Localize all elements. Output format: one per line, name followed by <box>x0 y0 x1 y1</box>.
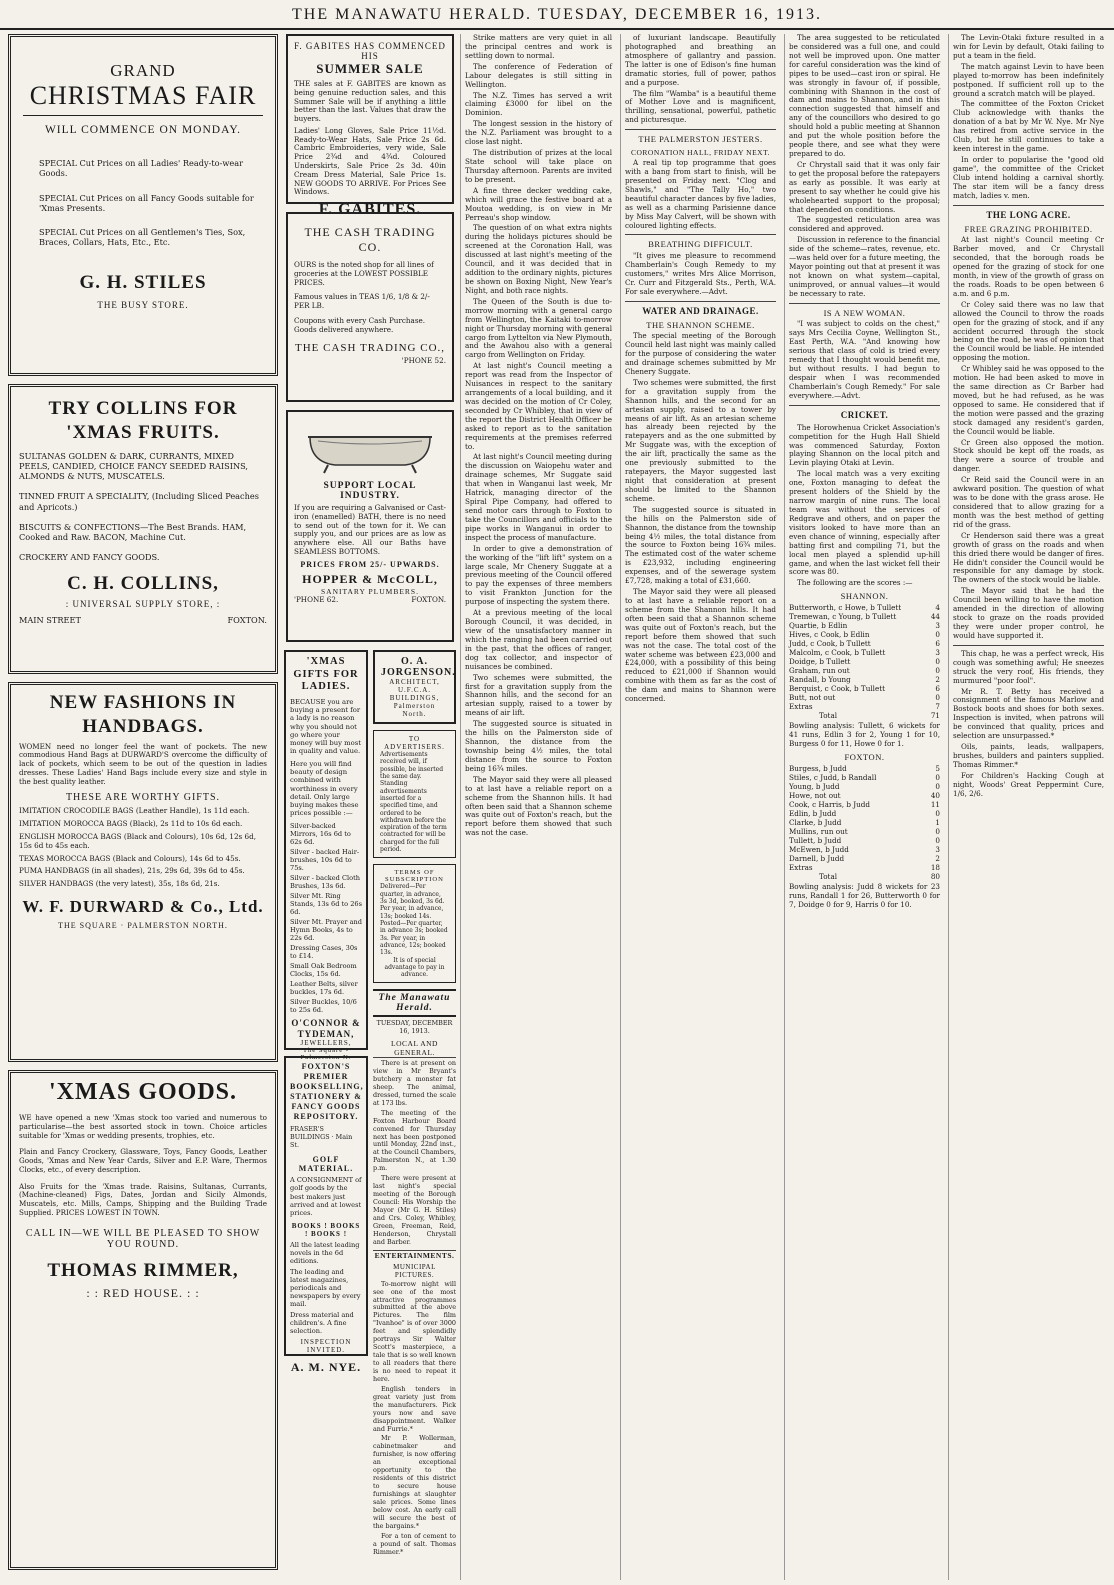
news-p: Cr Whibley said he was opposed to the motion. He had been asked to move in the same direction as Cr Barber had moved, but he had refused, as he was opposed to same. He considered that if the motion were passed and the grazing stock damaged any resident's garden, the Council would be liable. <box>953 364 1104 436</box>
cash-phone: 'PHONE 52. <box>401 356 446 366</box>
runs-cell: 3 <box>935 648 940 658</box>
collins-sub: : UNIVERSAL SUPPLY STORE, : <box>65 598 221 609</box>
news-p: The area suggested to be reticulated be considered was a full one, and could not well be improved upon. One matter for careful consideration was the kind of pipes to be used—cast iron or spiral. He was strongly in favour of, if possible, combining with Shannon in the cost of dam and mains to Shannon, and in this connection suggested that himself and any of the councillors who desired to go should hold a public meeting at Shannon and put the whole position before the people there, and see what they were prepared to do. <box>789 34 940 158</box>
batsman-cell: Burgess, b Judd <box>789 764 847 774</box>
news-p: The film "Wamba" is a beautiful theme of Mother Love and is magnificent, thrilling, sensational, powerful, pathetic and picturesque. <box>625 88 776 125</box>
news-p: At last night's Council meeting during the discussion on Waiopehu water and drainage schemes, Mr Suggate said that when in Wanganui last week, Mr Hatrick, managing director of the Spiral Pipe Company, had offered to send motor cars through to Foxton to take the Councillors and officials to the pipe works in Wanganui in order to inspect the process of manufacture. <box>465 452 612 542</box>
cash-p1: OURS is the noted shop for all lines of groceries at the LOWEST POSSIBLE PRICES. <box>294 260 434 287</box>
column-3 <box>460 34 616 1580</box>
runs-cell: 6 <box>935 684 940 694</box>
news-p: Cr Henderson said there was a great growth of grass on the roads and when this dried there would be danger of fires. He didn't consider the Council would be responsible for any damage by stock. The owners of the stock would be liable. <box>953 530 1104 585</box>
foxton-scorecard <box>789 764 940 872</box>
handbags-item: TEXAS MOROCCA BAGS (Black and Colours), 14s 6d to 45s. <box>19 853 241 863</box>
local-p: The meeting of the Foxton Harbour Board convened for Thursday next has been postponed until Monday, 22nd inst., at the Council Chambers, Palmerston N., at 1.30 p.m. <box>373 1108 456 1173</box>
book-golf: GOLF MATERIAL. <box>298 1155 354 1174</box>
news-p: For Children's Hacking Cough at night, Woods' Great Peppermint Cure, 1/6, 2/6. <box>953 770 1104 798</box>
book-p1: A CONSIGNMENT of golf goods by the best makers just arrived and at lowest prices. <box>290 1176 362 1217</box>
total-label: Total <box>819 711 838 721</box>
shannon-bowling: Bowling analysis: Tullett, 6 wickets for 41 runs, Edlin 3 for 2, Young 1 for 10, Burgess 0 for 11, Howe 0 for 1. <box>789 721 940 749</box>
fair-p1: SPECIAL Cut Prices on all Ladies' Ready-to-wear Goods. <box>39 158 244 179</box>
book-p2: All the latest leading novels in the 6d editions. <box>290 1240 360 1265</box>
handbags-addr: THE SQUARE · PALMERSTON NORTH. <box>58 920 228 930</box>
divider <box>953 205 1104 206</box>
table-row <box>789 603 940 612</box>
fair-title-2: CHRISTMAS FAIR <box>23 81 263 116</box>
ent-heading: ENTERTAINMENTS. <box>374 1250 455 1260</box>
gifts-p2: Here you will find beauty of design combined with worthiness in every detail. Only large buying makes these prices possible :— <box>290 759 359 818</box>
table-row <box>789 773 940 782</box>
ent-p: To-morrow night will see one of the most attractive programmes submitted at the above Pictures. The film "Ivanhoe" is of over 3000 feet and splendidly portrays Sir Walter Scott's masterpiece, a tale that is so well known to all readers that there is no need to repeat it here. <box>373 1279 456 1383</box>
cricket-heading: CRICKET. <box>840 409 889 420</box>
news-p: At a previous meeting of the local Borough Council, it was decided, in view of the unsatisfactory manner in which the ranging had been carried out in the past, that the offices of ranger, dog tax collector, and inspector of nuisances be combined. <box>465 608 612 671</box>
cash-p3: Coupons with every Cash Purchase. Goods delivered anywhere. <box>294 315 426 334</box>
gabites-sale: SUMMER SALE <box>316 61 424 76</box>
runs-cell: 0 <box>935 666 940 676</box>
runs-cell: 0 <box>935 782 940 792</box>
batsman-cell: Judd, c Cook, b Tullett <box>789 639 871 649</box>
news-p: At last night's Council meeting a report was read from the Inspector of Nuisances in respect to the sanitary arrangements of a local building, and it was decided on the motion of Cr Coley, seconded by Cr Whibley, that in view of the report the District Health Officer be asked to report as to the sanitation requirements at the premises referred to. <box>465 361 612 451</box>
runs-cell: 2 <box>935 854 940 864</box>
batsman-cell: Clarke, b Judd <box>789 818 842 828</box>
bookselling-ad <box>284 1056 368 1374</box>
table-row <box>789 818 940 827</box>
table-row <box>789 809 940 818</box>
gabites-head: F. GABITES HAS COMMENCED HIS <box>294 41 446 61</box>
gifts-item: Silver Mt. Prayer and Hymn Books, 4s to 22s 6d. <box>290 918 362 943</box>
news-p: The Horowhenua Cricket Association's competition for the Hugh Hall Shield was commenced Saturday, Foxton playing Shannon on the local pitch and Levin playing Otaki at Levin. <box>789 422 940 468</box>
batsman-cell: Randall, b Young <box>789 675 851 685</box>
table-row <box>789 621 940 630</box>
runs-cell: 40 <box>930 791 940 801</box>
fair-firm: G. H. STILES <box>79 271 207 293</box>
foxton-total <box>789 872 940 881</box>
batsman-cell: Quartie, b Edlin <box>789 621 848 631</box>
jorgenson-ad <box>373 650 456 724</box>
news-p: The N.Z. Times has served a writ claiming £3000 for libel on the Dominion. <box>465 90 612 118</box>
subscription-notice <box>373 864 456 983</box>
cash-p2: Famous values in TEAS 1/6, 1/8 & 2/- PER LB. <box>294 292 430 311</box>
handbags-firm: W. F. DURWARD & Co., Ltd. <box>22 896 264 916</box>
hopper-mccoll-ad <box>286 410 454 642</box>
hopper-sub: SANITARY PLUMBERS. <box>321 586 419 596</box>
news-p: Two schemes were submitted, the first for a gravitation supply from the Shannon hills, and the second for an artesian supply, raised to a tower by means of air lift. <box>465 672 612 718</box>
news-p: The Mayor said they were all pleased to at last have a reliable report on a scheme from the Shannon hills. It had often been said that a Shannon scheme was quite out of Foxton's reach, but the report before them showed that such was not the case. The total cost of the water scheme was between £23,000 and £24,000, with a possibility of this being reduced to £21,000 if Shannon would combine with them as far as the cost of the dam and mains to Shannon were concerned. <box>625 587 776 704</box>
divider <box>625 129 776 130</box>
cash-firm: THE CASH TRADING CO., <box>294 342 446 355</box>
xmas-p1: WE have opened a new 'Xmas stock too varied and numerous to particularise—the best assorted stock in town. Choice articles suitable for 'Xmas or wedding presents, trophies, etc. <box>19 1113 267 1140</box>
batsman-cell: Butterworth, c Howe, b Tullett <box>789 603 902 613</box>
runs-cell: 1 <box>935 818 940 828</box>
hopper-prices: PRICES FROM 25/- UPWARDS. <box>300 559 440 569</box>
handbags-item: PUMA HANDBAGS (in all shades), 21s, 29s 6d, 39s 6d to 45s. <box>19 866 245 876</box>
table-row <box>789 666 940 675</box>
news-p: The suggested source is situated in the hills on the Palmerston side of Shannon, the distance from the township being 4½ miles, the total distance from the source to Foxton being 16¾ miles. The estimated cost of the water scheme is £23,932, including engineering expenses, and of the sewerage system £7,728, making a total of £31,660. <box>625 504 776 586</box>
collins-p2: TINNED FRUIT A SPECIALITY, (Including Sliced Peaches and Apricots.) <box>19 491 259 512</box>
runs-cell: 0 <box>935 773 940 783</box>
handbags-gifts: THESE ARE WORTHY GIFTS. <box>65 792 221 804</box>
ent-p: English tenders in great variety just from the manufacturers. Pick yours now and save disappointment. Walker and Furrie.* <box>373 1384 456 1433</box>
batsman-cell: Extras <box>789 863 813 873</box>
collins-p1: SULTANAS GOLDEN & DARK, CURRANTS, MIXED PEELS, CANDIED, CHOICE FANCY SEEDED RAISINS, ALMONDS & NUTS, MUSCATELS. <box>19 450 249 481</box>
foxton-bowling: Bowling analysis: Judd 8 wickets for 23 runs, Randall 1 for 26, Butterworth 0 for 7, Doidge 0 for 9, Harris 0 for 10. <box>789 882 940 909</box>
gifts-item: Silver - backed Hair-brushes, 10s 6d to 75s. <box>290 847 360 872</box>
collins-ad <box>8 384 278 674</box>
xmas-p3: Also Fruits for the 'Xmas trade. Raisins, Sultanas, Currants, (Machine-cleaned) Figs, Dates, Jordan and Sicily Almonds, Muscatels, etc. Mills, Camps, Shipping and the Building Trade Supplied. PRICES LOWEST IN TOWN. <box>19 1181 267 1218</box>
xmas-goods-ad <box>8 1070 278 1570</box>
handbags-item: ENGLISH MOROCCA BAGS (Black and Colours), 10s 6d, 12s 6d, 15s 6d to 45s each. <box>19 831 256 850</box>
gifts-item: Silver - backed Cloth Brushes, 13s 6d. <box>290 873 361 890</box>
total-value: 71 <box>930 711 940 721</box>
gabites-p2: Ladies' Long Gloves, Sale Price 11½d. Ready-to-Wear Hats, Sale Price 2s 6d. Cambric Embroideries, very wide, Sale Price 2¾d and 4¾d. Coloured Underskirts, Sale Price 2s 3d. 40in Cream Dress Material, Sale Price 1s. NEW GOODS TO ARRIVE. For Prices See Windows. <box>294 125 446 197</box>
batsman-cell: Darnell, b Judd <box>789 854 845 864</box>
book-title: FOXTON'S PREMIER BOOKSELLING, STATIONERY & FANCY GOODS REPOSITORY. <box>290 1062 364 1121</box>
news-p: Cr Reid said the Council were in an awkward position. The question of what was to be done with the grass arose. He considered that to allow grazing for a month was the best method of getting rid of the grass. <box>953 475 1104 529</box>
news-p: The conference of Federation of Labour delegates is still sitting in Wellington. <box>465 61 612 89</box>
mun-heading: MUNICIPAL PICTURES. <box>393 1262 436 1279</box>
hall-heading: CORONATION HALL, FRIDAY NEXT. <box>630 147 770 157</box>
news-p: Two schemes were submitted, the first for a gravitation supply from the Shannon hills, and the second for an artesian supply, raised to a tower by means of air lift. As an artesian scheme has already been rejected by the ratepayers and as the one submitted by Mr Suggate was, with the exception of the air lift, practically the same as the one previously submitted to the ratepayers, the Mayor suggested last night that consideration at present should be limited to the Shannon scheme. <box>625 377 776 503</box>
adv-title: TO ADVERTISERS. <box>384 735 445 751</box>
collins-title: TRY COLLINS FOR 'XMAS FRUITS. <box>48 398 238 443</box>
news-p: The match against Levin to have been played to-morrow has been indefinitely postponed. If sufficient roll up to the ground a scratch match will be played. <box>953 61 1104 98</box>
gifts-firm: O'CONNOR & TYDEMAN, <box>291 1018 361 1039</box>
table-row <box>789 693 940 702</box>
table-row <box>789 702 940 711</box>
news-p: In order to popularise the "good old game", the committee of the Cricket Club intend holding a carnival shortly. The star item will be a fancy dress match, ladies v. men. <box>953 154 1104 200</box>
runs-cell: 0 <box>935 836 940 846</box>
handbags-title: NEW FASHIONS IN HANDBAGS. <box>49 692 237 737</box>
news-p: Cr Green also opposed the motion. Stock should be kept off the roads, as they were a source of trouble and danger. <box>953 437 1104 474</box>
hopper-footer <box>294 596 446 605</box>
xmas-addr: : : RED HOUSE. : : <box>86 1285 200 1300</box>
handbags-item: IMITATION CROCODILE BAGS (Leather Handle), 1s 11d each. <box>19 806 250 816</box>
bath-icon <box>300 417 440 477</box>
table-row <box>789 612 940 621</box>
fair-p2: SPECIAL Cut Prices on all Fancy Goods suitable for 'Xmas Presents. <box>39 192 254 213</box>
ent-text <box>373 1281 456 1557</box>
runs-cell: 0 <box>935 809 940 819</box>
runs-cell: 0 <box>935 693 940 703</box>
batsman-cell: Graham, run out <box>789 666 850 676</box>
table-row <box>789 675 940 684</box>
table-row <box>789 800 940 809</box>
foxton-score-heading: FOXTON. <box>844 752 885 763</box>
news-column-5 <box>789 34 940 588</box>
gabites-ad <box>286 34 454 219</box>
gifts-item: Silver Buckles, 10/6 to 25s 6d. <box>290 998 357 1015</box>
hopper-p1: If you are requiring a Galvanised or Cast-iron (enamelled) BATH, there is no need to send out of the town for it. We can supply you, and our prices are as low as anywhere else. All our Baths have SEAMLESS BOTTOMS. <box>294 503 446 556</box>
collins-p3: BISCUITS & CONFECTIONS—The Best Brands. HAM, Cooked and Raw. BACON, Machine Cut. <box>19 521 247 542</box>
shannon-score-heading: SHANNON. <box>840 591 889 602</box>
collins-firm: C. H. COLLINS, <box>67 572 219 594</box>
cash-trading-ad <box>286 212 454 402</box>
news-p: This chap, he was a perfect wreck, His cough was something awful; He sneezes struck the very roof, His friends, they murmured "poor fool". <box>953 648 1104 685</box>
runs-cell: 0 <box>935 657 940 667</box>
batsman-cell: Doidge, b Tullett <box>789 657 851 667</box>
xmas-call: CALL IN—WE WILL BE PLEASED TO SHOW YOU ROUND. <box>25 1227 261 1250</box>
hopper-town: FOXTON. <box>411 594 446 604</box>
xmas-gifts-ad <box>284 650 368 1062</box>
paper-title: The Manawatu Herald. <box>373 989 456 1017</box>
news-p: The Mayor said that he had the Council been willing to have the motion amended in the direction of allowing stock to graze on the roads provided they were under proper control, he would have supported it. <box>953 586 1104 640</box>
batsman-cell: Berquist, c Cook, b Tullett <box>789 684 885 694</box>
gifts-item: Dressing Cases, 30s to £14. <box>290 944 358 961</box>
runs-cell: 18 <box>930 863 940 873</box>
masthead: THE MANAWATU HERALD. TUESDAY, DECEMBER 16, 1913. <box>0 6 1114 30</box>
newspaper-page <box>6 34 1108 1580</box>
news-p: The suggested reticulation area was considered and approved. <box>789 215 940 234</box>
divider <box>953 645 1104 646</box>
adv-p: Advertisements received will, if possible, be inserted the same day. Standing advertisements inserted for a specified time, and ordered to be withdrawn before the expiration of the term contracted for will be charged for the full period. <box>380 751 447 854</box>
gifts-item: Leather Belts, silver buckles, 17s 6d. <box>290 980 358 997</box>
subs-note: It is of special advantage to pay in advance. <box>384 956 445 979</box>
news-p: The Queen of the South is due to-morrow morning with a general cargo from Wellington, the Kaitaki to-morrow night or Thursday morning with general cargo from Lyttelton via New Plymouth, and the Awahou also with a general cargo from Wellington on Friday. <box>465 296 612 360</box>
jorg-addr: U.F.C.A. BUILDINGS, <box>389 686 440 702</box>
news-p: "I was subject to colds on the chest," says Mrs Cecilia Coyne, Wellington St., East Perth, W.A. "And knowing how serious that class of cold is tried every remedy that I thought would benefit me, but without results. I had begun to despair when I was recommended Chamberlain's Cough Remedy." For sale everywhere.—Advt. <box>789 319 940 400</box>
collins-addr-2: FOXTON. <box>227 614 267 625</box>
gabites-firm: F. GABITES. <box>318 201 422 219</box>
total-value: 80 <box>930 872 940 882</box>
local-text <box>373 1060 456 1247</box>
news-p: "It gives me pleasure to recommend Chamberlain's Cough Remedy to my customers," writes Mrs Alice Morrison, Cr. Curr and Fitzgerald Sts., Perth, W.A. For sale everywhere.—Advt. <box>625 250 776 296</box>
news-p: Cr Chrystall said that it was only fair to get the proposal before the ratepayers as early as possible. It was early at present to say whether he could give his wholehearted support to the proposal; that depended on conditions. <box>789 159 940 214</box>
subs-title: TERMS OF SUBSCRIPTION <box>385 869 444 884</box>
christmas-fair-ad <box>8 34 278 376</box>
advertisers-notice <box>373 730 456 858</box>
news-p: Discussion in reference to the financial side of the scheme—rates, revenue, etc.—was held over for a future meeting, the Mayor pointing out that at present it was not known on what system—capital, unimproved, or annual values—it would be necessary to rate. <box>789 235 940 298</box>
book-p3: The leading and latest magazines, periodicals and newspapers by every mail. <box>290 1267 361 1308</box>
fair-p3: SPECIAL Cut Prices on all Gentlemen's Ties, Sox, Braces, Collars, Hats, Etc., Etc. <box>39 227 246 248</box>
book-addr: FRASER'S BUILDINGS · Main St. <box>290 1125 353 1149</box>
column-4 <box>620 34 780 1580</box>
divider <box>625 301 776 302</box>
batsman-cell: Young, b Judd <box>789 782 840 792</box>
news-column-4 <box>625 34 776 704</box>
local-heading: LOCAL AND GENERAL. <box>373 1039 456 1058</box>
news-p: Strike matters are very quiet in all the principal centres and work is settling down to normal. <box>465 34 612 60</box>
col2-right <box>370 650 456 1559</box>
local-p: There were present at last night's special meeting of the Borough Council: His Worship the Mayor (Mr G. H. Stiles) and Crs. Coley, Whibley, Green, Freeman, Reid, Henderson, Chrystall and Barber. <box>373 1174 456 1246</box>
batsman-cell: Hives, c Cook, b Edlin <box>789 630 870 640</box>
table-row <box>789 791 940 800</box>
cash-title: THE CASH TRADING CO. <box>304 225 436 254</box>
jorg-sub: ARCHITECT, <box>389 678 440 686</box>
news-p: of luxuriant landscape. Beautifully photographed and breathing an atmosphere of gallantry and passion. The latter is one of Edison's fine human dramatic stories, full of power, pathos and a purpose. <box>625 34 776 87</box>
news-p: The longest session in the history of the N.Z. Parliament was brought to a close last night. <box>465 119 612 147</box>
table-row <box>789 845 940 854</box>
gabites-p1: THE sales at F. GABITES are known as being genuine reduction sales, and this Summer Sale will be if anything a little better than the last. Values that draw the buyers. <box>294 79 446 124</box>
collins-addr-1: MAIN STREET <box>19 614 81 625</box>
xmas-p2: Plain and Fancy Crockery, Glassware, Toys, Fancy Goods, Leather Goods, 'Xmas and New Year Cards, Silver and E.P. Ware, Thermos Clocks, etc., of every description. <box>19 1147 267 1174</box>
runs-cell: 0 <box>935 827 940 837</box>
shannon-total <box>789 711 940 720</box>
book-firm: A. M. NYE. <box>290 1359 362 1374</box>
ent-p: For a ton of cement to a pound of salt. Thomas Rimmer.* <box>373 1531 456 1556</box>
batsman-cell: Edlin, b Judd <box>789 809 837 819</box>
batsman-cell: Extras <box>789 702 813 712</box>
news-p: Oils, paints, leads, wallpapers, brushes, builders and painters supplied. Thomas Rimmer.* <box>953 742 1104 769</box>
subs-p: Delivered—Per quarter, in advance, 3s 3d, booked, 3s 6d. Per year, in advance, 13s; booked 14s. Posted—Per quarter, in advance 3s; booked 3s. Per year, in advance, 12s; booked 13s. <box>380 883 448 957</box>
batsman-cell: Cook, c Harris, b Judd <box>789 800 870 810</box>
hopper-title: SUPPORT LOCAL INDUSTRY. <box>323 481 417 501</box>
news-p: The distribution of prizes at the local State school will take place on Thursday afternoon. Parents are invited to be present. <box>465 148 612 184</box>
gifts-p1: BECAUSE you are buying a present for a lady is no reason why you should not go where your money will buy most in quality and value. <box>290 697 361 756</box>
table-row <box>789 711 940 720</box>
news-p: A fine three decker wedding cake, which will grace the festive board at a Moutoa wedding, is on view in Mr Perreau's shop window. <box>465 185 612 222</box>
table-row <box>789 863 940 872</box>
grazing-heading: FREE GRAZING PROHIBITED. <box>964 223 1093 234</box>
book-insp: INSPECTION INVITED. <box>300 1337 352 1354</box>
table-row <box>789 827 940 836</box>
total-label: Total <box>819 872 838 882</box>
news-p: The following are the scores :— <box>797 578 913 588</box>
gifts-title: 'XMAS GIFTS FOR LADIES. <box>293 656 359 693</box>
news-p: Mr R. T. Betty has received a consignment of the famous Marlow and Bostock boots and shoes for both sexes. Inspection is invited, when patrons will be convinced that quality, prices and selection are unsurpassed.* <box>953 686 1104 741</box>
gifts-sub: JEWELLERS, <box>300 1039 352 1048</box>
handbags-ad <box>8 682 278 1062</box>
runs-cell: 6 <box>935 639 940 649</box>
runs-cell: 44 <box>930 612 940 622</box>
gifts-item: Small Oak Bedroom Clocks, 15s 6d. <box>290 962 357 979</box>
runs-cell: 7 <box>935 702 940 712</box>
divider <box>789 405 940 406</box>
fair-title: GRAND <box>110 61 176 80</box>
batsman-cell: Howe, not out <box>789 791 841 801</box>
collins-address <box>19 615 267 625</box>
batsman-cell: Mullins, run out <box>789 827 848 837</box>
fair-tag: THE BUSY STORE. <box>97 299 189 310</box>
news-p: At last night's Council meeting Cr Barber moved, and Cr Chrystall seconded, that the borough roads be opened for the grazing of stock for one month, in view of the growth of grass on the roads. Roads to be open between 6 a.m. and 6 p.m. <box>953 235 1104 298</box>
hopper-firm: HOPPER & McCOLL, <box>302 571 438 586</box>
column-2 <box>284 34 456 1580</box>
news-column-6 <box>953 34 1104 799</box>
news-p: The question of on what extra nights during the holidays pictures should be screened at the Coronation Hall, was discussed at last night's meeting of the Council, and it was decided that in addition to the ordinary nights, pictures be shown on Boxing Night, New Year's Night, and both race nights. <box>465 223 612 295</box>
table-row <box>789 836 940 845</box>
batsman-cell: Stiles, c Judd, b Randall <box>789 773 877 783</box>
news-p: In order to give a demonstration of the working of the "lift lift" system on a large scale, Mr Chenery Suggate at a previous meeting of the Council offered to pay the expenses of three members to visit Frankton Junction for the purpose of inspecting the system there. <box>465 543 612 607</box>
xmas-firm: THOMAS RIMMER, <box>47 1259 239 1281</box>
book-p4: Dress material and children's. A fine selection. <box>290 1310 354 1335</box>
jorg-town: Palmerston North. <box>393 702 436 718</box>
runs-cell: 2 <box>935 675 940 685</box>
runs-cell: 4 <box>935 603 940 613</box>
news-p: The special meeting of the Borough Council held last night was mainly called for the purpose of considering the water and drainage schemes submitted by Mr Chenery Suggate. <box>625 331 776 376</box>
fair-commence: WILL COMMENCE ON MONDAY. <box>44 124 242 136</box>
divider <box>625 234 776 235</box>
ent-p: Mr P. Wollerman, cabinetmaker and furnisher, is now offering an exceptional opportunity to the residents of this district to secure house furnishings at slaughter sale prices. Some lines below cost. An early call will secure the best of the bargains.* <box>373 1434 456 1530</box>
gifts-list <box>290 822 362 1015</box>
handbags-intro: WOMEN need no longer feel the want of pockets. The new commodious Hand Bags at DURWARD'S overcome the difficulty of lack of pockets, which seem to be out of the question in ladies dresses. These Ladies' Hand Bags include every size and style in the best quality leather. <box>19 741 267 786</box>
news-p: The local match was a very exciting one, Foxton managing to defeat the present holders of the Shield by the narrow margin of nine runs. The local team was without the services of Redgrave and others, and on paper the visitors looked to have more than an even chance of winning, especially after batting first and compiling 71, but the local men played a splendid up-hill game, and when the last wicket fell their score was 80. <box>789 469 940 577</box>
table-row <box>789 657 940 666</box>
jorg-firm: O. A. JORGENSON. <box>381 656 456 678</box>
gifts-addr: The Square - Palmerston N. <box>300 1047 352 1062</box>
runs-cell: 3 <box>935 621 940 631</box>
water-heading: WATER AND DRAINAGE. <box>642 305 759 316</box>
divider <box>789 303 940 304</box>
col2-split <box>284 650 456 1559</box>
handbags-list <box>19 807 267 888</box>
hopper-phone: 'PHONE 62. <box>294 594 339 604</box>
handbags-item: SILVER HANDBAGS (the very latest), 35s, 18s 6d, 21s. <box>19 879 220 889</box>
table-row <box>789 639 940 648</box>
batsman-cell: Malcolm, c Cook, b Tullett <box>789 648 886 658</box>
runs-cell: 11 <box>930 800 940 810</box>
breathing-heading: BREATHING DIFFICULT. <box>648 239 753 250</box>
batsman-cell: Tremewan, c Young, b Tullett <box>789 612 897 622</box>
xmas-title: 'XMAS GOODS. <box>48 1079 237 1105</box>
column-1 <box>6 34 280 1580</box>
collins-p4: CROCKERY AND FANCY GOODS. <box>19 552 160 563</box>
table-row <box>789 782 940 791</box>
news-p: The committee of the Foxton Cricket Club acknowledge with thanks the donation of a bat by Mr W. Nye. Mr Nye has retired from active service in the Club, but he still continues to take a keen interest in the game. <box>953 99 1104 154</box>
news-p: Cr Coley said there was no law that allowed the Council to throw the roads open for the grazing of stock, and if any accident occurred through the stock being on the road, he was of opinion that the Council would be liable. He intended opposing the motion. <box>953 299 1104 363</box>
table-row <box>789 764 940 773</box>
shannon-heading: THE SHANNON SCHEME. <box>646 319 755 330</box>
batsman-cell: Tullett, b Judd <box>789 836 842 846</box>
shannon-scorecard <box>789 603 940 711</box>
gifts-item: Silver Mt. Ring Stands, 13s 6d to 26s 6d. <box>290 891 363 917</box>
jesters-heading: THE PALMERSTON JESTERS. <box>638 134 763 145</box>
new-woman-heading: IS A NEW WOMAN. <box>823 307 906 318</box>
paper-date: TUESDAY, DECEMBER 16, 1913. <box>376 1019 453 1036</box>
news-p: The suggested source is situated in the hills on the Palmerston side of Shannon, the distance from the township being 4½ miles, the total distance from the source to Foxton being 16¾ miles. <box>465 719 612 773</box>
table-row <box>789 630 940 639</box>
book-books: BOOKS ! BOOKS ! BOOKS ! <box>291 1221 361 1238</box>
runs-cell: 3 <box>935 845 940 855</box>
long-acre-heading: THE LONG ACRE. <box>986 209 1071 220</box>
table-row <box>789 648 940 657</box>
table-row <box>789 872 940 881</box>
news-p: A real tip top programme that goes with a bang from start to finish, will be presented on Friday next. "Clog and Shawls," and "The Tally Ho," two beautiful character dances by five ladies, as well as a charming Parisienne dance by Miss May Calvert, will be shown with coloured lighting effects. <box>625 158 776 230</box>
column-6 <box>948 34 1108 1580</box>
local-p: There is at present on view in Mr Bryant's butchery a monster fat sheep. The animal, dressed, turned the scale at 173 lbs. <box>373 1059 456 1107</box>
gifts-item: Silver-backed Mirrors, 16s 6d to 62s 6d. <box>290 821 351 846</box>
table-row <box>789 854 940 863</box>
runs-cell: 0 <box>935 630 940 640</box>
table-row <box>789 684 940 693</box>
bath-illustration <box>294 417 446 481</box>
column-5 <box>784 34 944 1580</box>
news-p: The Levin-Otaki fixture resulted in a win for Levin by default, Otaki failing to put a team in the field. <box>953 34 1104 60</box>
col2-left <box>284 650 370 1559</box>
batsman-cell: McEwen, b Judd <box>789 845 849 855</box>
news-p: The Mayor said they were all pleased to at last have a reliable report on a scheme from the Shannon hills. It had often been said that a Shannon scheme was quite out of Foxton's reach, but the report before them showed that such was not the case. <box>465 774 612 838</box>
runs-cell: 5 <box>935 764 940 774</box>
news-column-3 <box>465 34 612 838</box>
batsman-cell: Butt, not out <box>789 693 836 703</box>
handbags-item: IMITATION MOROCCA BAGS (Black), 2s 11d to 10s 6d each. <box>19 819 243 829</box>
